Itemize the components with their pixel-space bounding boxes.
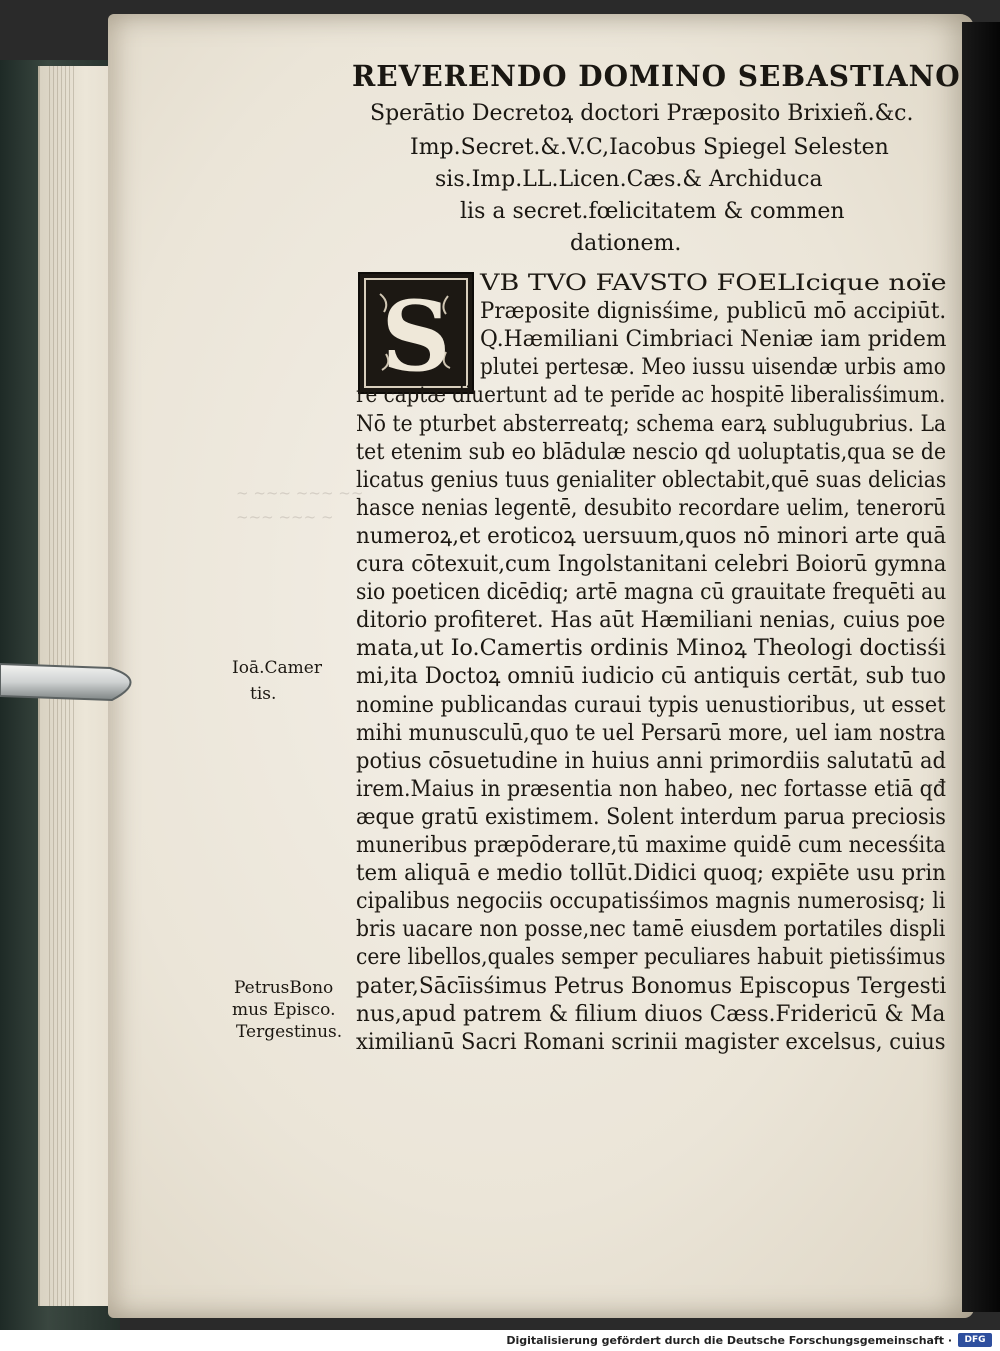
text-line: sio poeticen dicēdiq; artē magna cū grauitate frequēti au (356, 579, 947, 606)
dedication-heading (340, 59, 961, 256)
footer-bar (0, 1330, 1000, 1351)
text-line: cere libellos,quales semper peculiares habuit pietisśimus (356, 944, 946, 971)
heading-line: lis a secret.fœlicitatem & commen (460, 199, 845, 224)
text-line: licatus genius tuus genialiter oblectabit,quē suas delicias (356, 466, 947, 493)
heading-line: Sperātio Decretoꝝ doctori Præposito Brixieñ.&c. (370, 101, 914, 126)
text-line: nus,apud patrem & filium diuos Cæss.Fridericū & Ma (356, 1000, 946, 1027)
heading-line: sis.Imp.LL.Licen.Cæs.& Archiduca (435, 167, 823, 192)
heading-line: REVERENDO DOMINO SEBASTIANO (352, 59, 961, 93)
text-line: hasce nenias legentē, desubito recordare uelim, tenerorū (356, 494, 946, 521)
dfg-logo: DFG (958, 1333, 992, 1347)
heading-line: dationem. (570, 231, 682, 256)
text-line: mi,ita Doctoꝝ omniū iudicio cū antiquis certāt, sub tuo (356, 663, 947, 690)
text-line: irem.Maius in præsentia non habeo, nec fortasse etiā qđ (356, 775, 946, 802)
heading-line: Imp.Secret.&.V.C,Iacobus Spiegel Selesten (410, 135, 889, 160)
text-line: mihi munusculū,quo te uel Persarū more, uel iam nostra (356, 719, 946, 746)
decorated-initial-s (358, 272, 474, 394)
text-line: Nō te pturbet absterreatq; schema earꝝ sublugubrius. La (356, 410, 947, 437)
margin-note: mus Episco. (232, 1000, 336, 1020)
text-line: potius cōsuetudine in huius anni primordiis salutatū ad (356, 747, 946, 774)
ornament-icon (360, 274, 472, 392)
text-line: re captæ diuertunt ad te perīde ac hospitē liberalisśimum. (356, 382, 946, 409)
funding-credit: Digitalisierung gefördert durch die Deutsche Forschungsgemeinschaft · (506, 1334, 952, 1347)
margin-note: PetrusBono (234, 978, 334, 998)
margin-note: Ioā.Camer (232, 658, 322, 678)
margin-note: tis. (250, 684, 277, 704)
text-line: plutei pertesæ. Meo iussu uisendæ urbis amo (480, 354, 946, 381)
show-through: ~ ~~~ ~~~ ~~ (236, 484, 364, 502)
text-line: nomine publicandas curaui typis uenustioribus, ut esset (356, 691, 946, 718)
text-line: numeroꝝ,et eroticoꝝ uersuum,quos nō minori arte quā (356, 522, 947, 549)
text-line: bris uacare non posse,nec tamē eiusdem portatiles displi (356, 916, 946, 943)
margin-note: Tergestinus. (236, 1022, 343, 1042)
text-line: Q.Hæmiliani Cimbriaci Neniæ iam pridem (480, 326, 947, 353)
text-line: ditorio profiteret. Has aūt Hæmiliani nenias, cuius poe (356, 607, 946, 634)
page-edge-shadow (962, 22, 1000, 1312)
text-line: mata,ut Io.Camertis ordinis Minoꝝ Theologi doctisśi (356, 635, 946, 662)
text-line: pater,Sācīisśimus Petrus Bonomus Episcopus Tergesti (356, 972, 947, 999)
text-line: Præposite dignisśime, publicū mō accipiūt. (480, 298, 947, 325)
text-line: VB TVO FAVSTO FOELIcique noïe (480, 270, 947, 296)
page-clip (0, 658, 150, 708)
text-line: tet etenim sub eo blādulæ nescio qd uoluptatis,qua se de (356, 438, 947, 465)
text-line: æque gratū existimem. Solent interdum parua preciosis (356, 803, 946, 830)
text-line: ximilianū Sacri Romani scrinii magister excelsus, cuius (356, 1028, 946, 1055)
text-line: tem aliquā e medio tollūt.Didici quoq; expiēte usu prin (356, 860, 946, 887)
text-line: muneribus præpōderare,tū maxime quidē cum necesśita (356, 832, 946, 858)
text-line: cura cōtexuit,cum Ingolstanitani celebri Boiorū gymna (356, 551, 947, 577)
text-line: cipalibus negociis occupatisśimos magnis numerosisq; li (356, 888, 946, 915)
show-through: ~~~ ~~~ ~ (236, 508, 334, 526)
svg-text:S: S (381, 280, 451, 392)
